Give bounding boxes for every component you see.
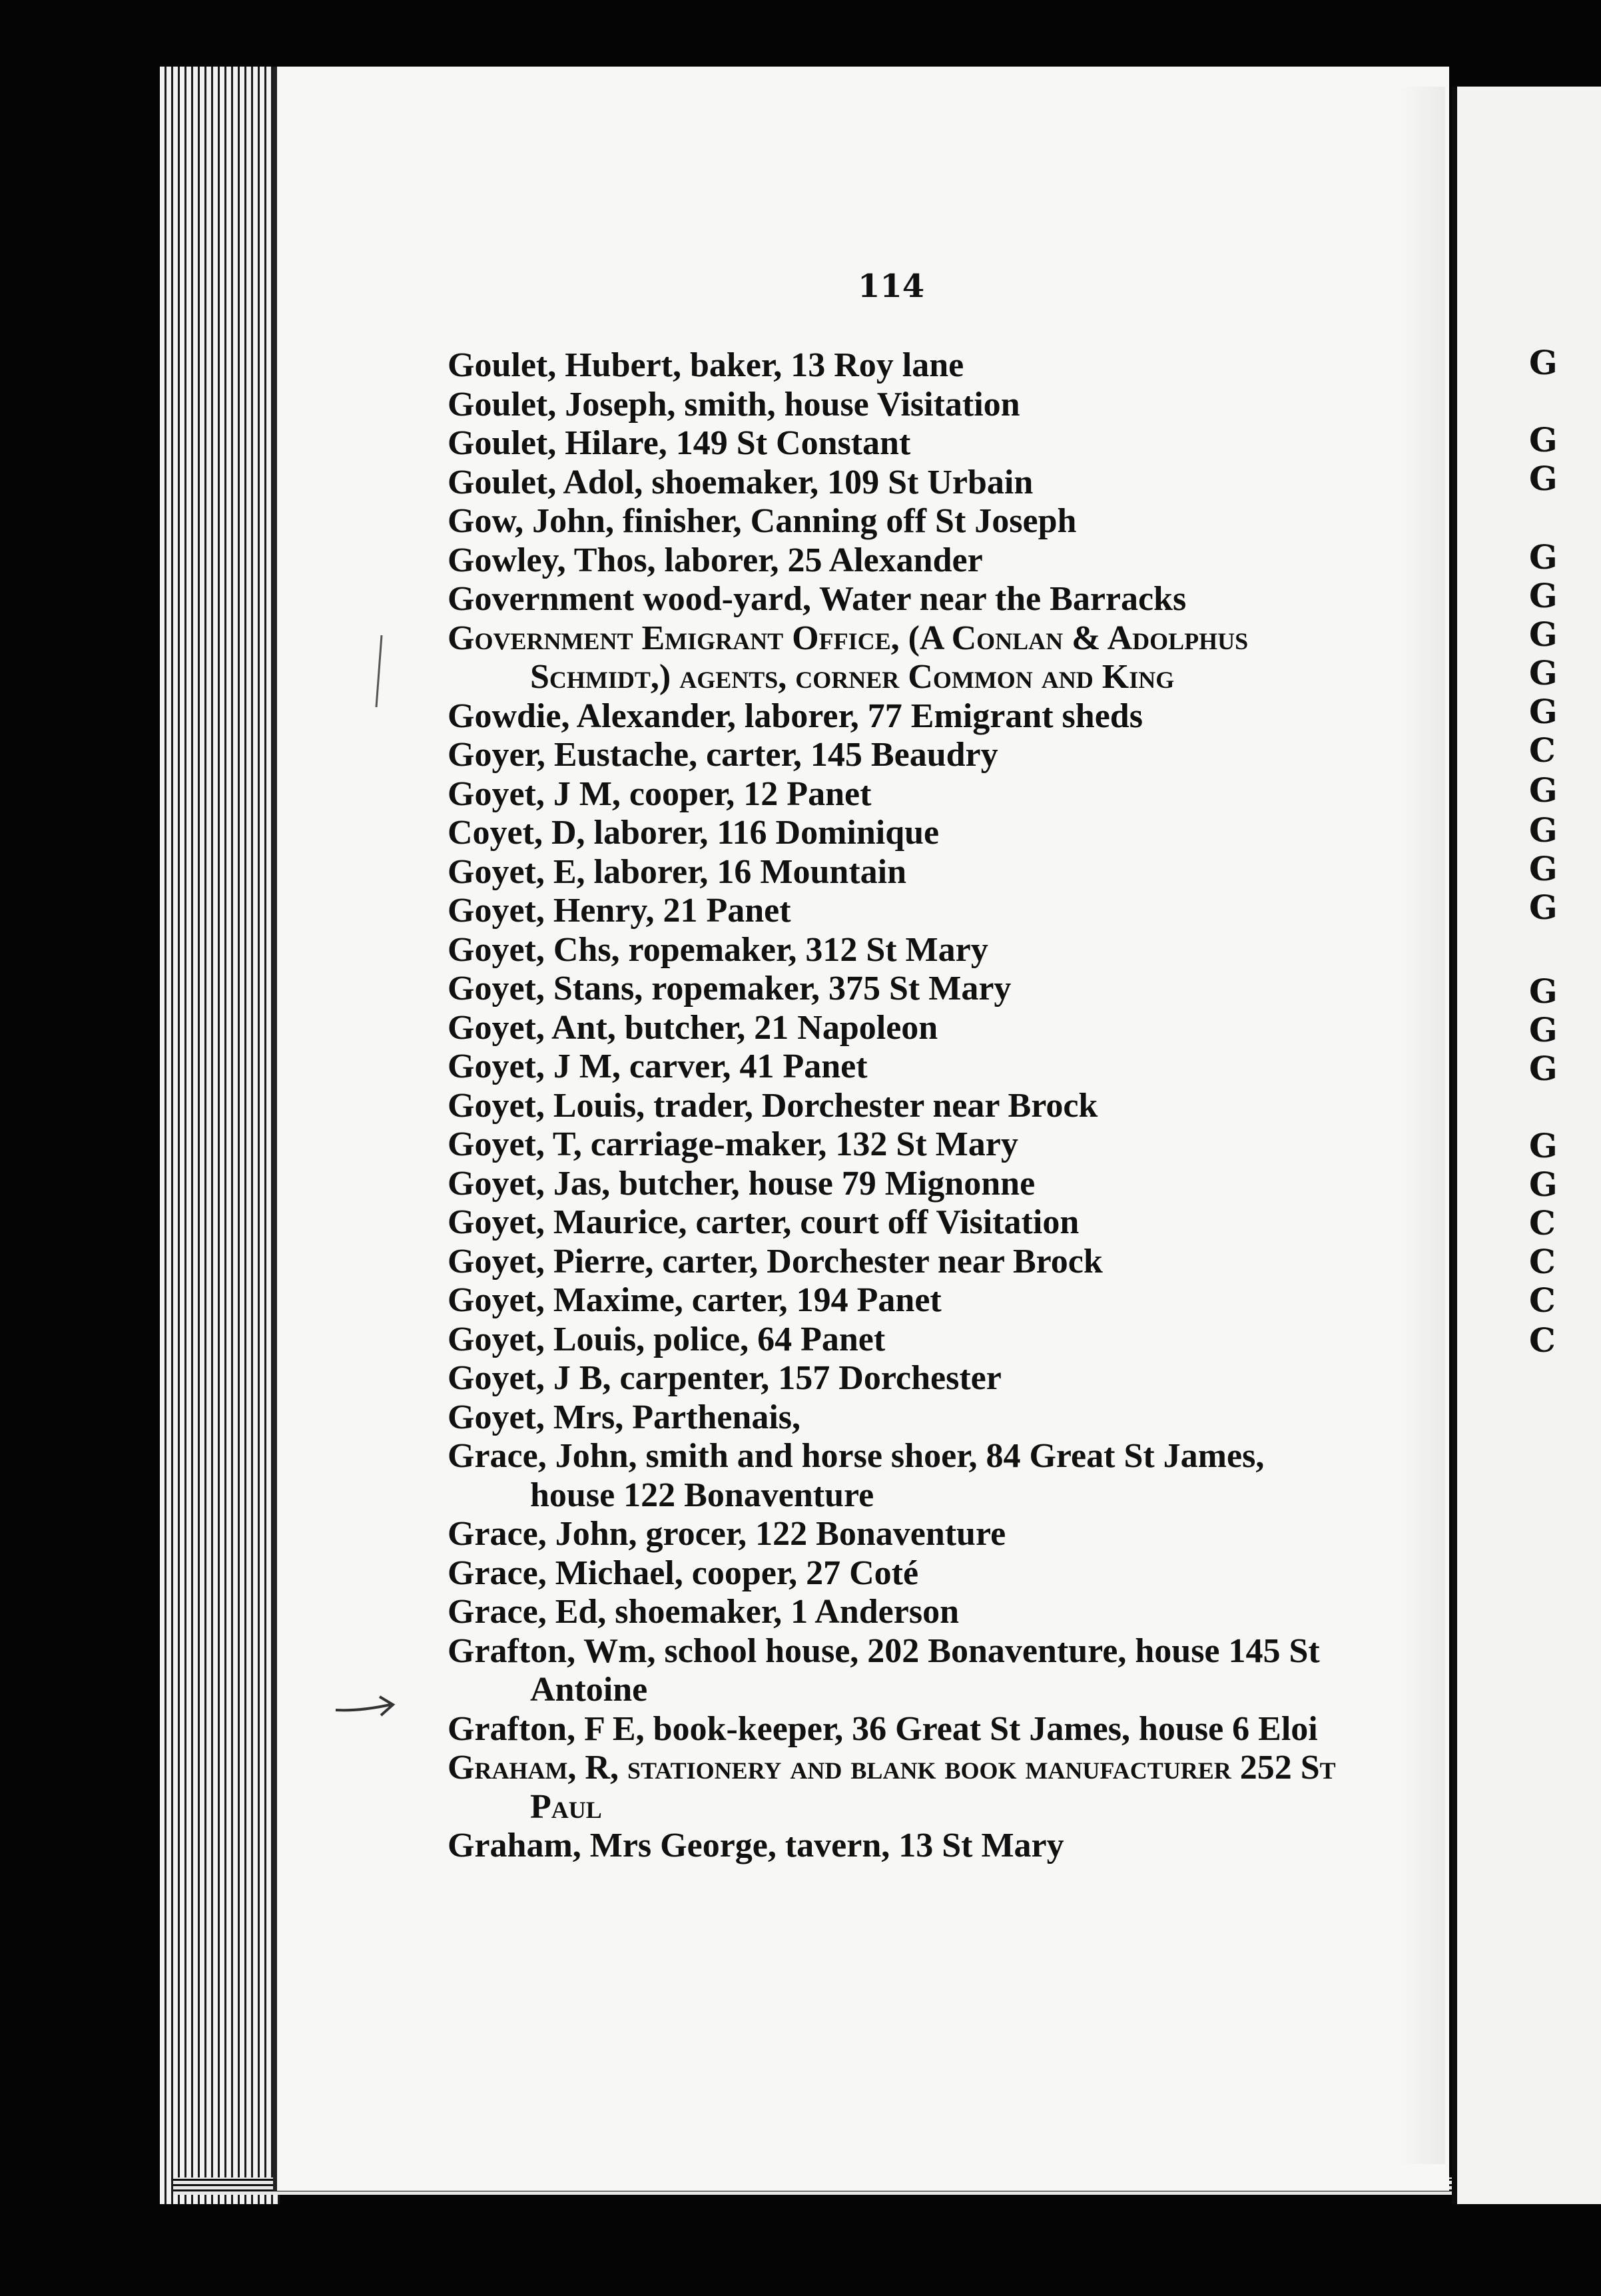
list-item: Goyet, J M, carver, 41 Panet (448, 1047, 868, 1085)
list-item: Grace, John, grocer, 122 Bonaventure (448, 1515, 1006, 1553)
next-page-letter: C (1529, 1203, 1556, 1243)
list-item: Gowley, Thos, laborer, 25 Alexander (448, 541, 983, 579)
next-page-letter: G (1529, 810, 1558, 850)
list-item: Goyet, Louis, police, 64 Panet (448, 1320, 886, 1358)
next-page-letter: C (1529, 1320, 1556, 1360)
margin-arrow-mark (333, 1691, 406, 1725)
list-item: Goyet, Louis, trader, Dorchester near Brock (448, 1086, 1098, 1125)
next-page-letter: G (1529, 1010, 1558, 1049)
list-item: Gow, John, finisher, Canning off St Joseph (448, 502, 1077, 540)
list-item: Gowdie, Alexander, laborer, 77 Emigrant sheds (448, 697, 1143, 735)
next-page-letter: G (1529, 343, 1558, 382)
page-number: 114 (858, 268, 925, 305)
list-item: Goyet, J M, cooper, 12 Panet (448, 774, 872, 813)
margin-line-mark (370, 633, 390, 713)
next-page-letter: C (1529, 730, 1556, 770)
next-page-letter: G (1529, 849, 1558, 888)
list-item: Goulet, Hilare, 149 St Constant (448, 424, 911, 462)
list-item: Graham, Mrs George, tavern, 13 St Mary (448, 1827, 1064, 1865)
list-item: Government Emigrant Office, (A Conlan & Adolphus Schmidt,) agents, corner Common and King (448, 619, 1249, 696)
next-page-letter: G (1529, 770, 1558, 810)
list-item: Goyet, E, laborer, 16 Mountain (448, 852, 907, 891)
list-item: Grace, John, smith and horse shoer, 84 Great St James, house 122 Bonaventure (448, 1437, 1265, 1514)
next-page-letter: G (1529, 1165, 1558, 1204)
list-item: Graham, R, stationery and blank book manufacturer 252 St Paul (448, 1749, 1336, 1826)
list-item: Goyet, Pierre, carter, Dorchester near Brock (448, 1242, 1103, 1281)
next-page-letter: G (1529, 615, 1558, 654)
list-item: Goulet, Adol, shoemaker, 109 St Urbain (448, 463, 1034, 501)
next-page-letter: G (1529, 653, 1558, 693)
list-item: Government wood-yard, Water near the Barracks (448, 580, 1187, 618)
list-item: Goulet, Joseph, smith, house Visitation (448, 385, 1020, 424)
next-page-letter: G (1529, 1049, 1558, 1088)
next-page-letter: G (1529, 537, 1558, 577)
next-page-letter: G (1529, 459, 1558, 498)
list-item: Goyet, Jas, butcher, house 79 Mignonne (448, 1164, 1036, 1203)
next-page-letter: G (1529, 972, 1558, 1011)
next-page-letter: C (1529, 1242, 1556, 1281)
list-item: Goyet, Mrs, Parthenais, (448, 1398, 801, 1436)
list-item: Goyet, J B, carpenter, 157 Dorchester (448, 1359, 1002, 1397)
gutter-shadow (1399, 87, 1445, 2164)
next-page-letter: G (1529, 576, 1558, 615)
next-page-letter: G (1529, 692, 1558, 731)
list-item: Goyet, Maxime, carter, 194 Panet (448, 1281, 942, 1319)
next-page-edge (1452, 87, 1601, 2204)
list-item: Goulet, Hubert, baker, 13 Roy lane (448, 346, 964, 384)
list-item: Goyet, T, carriage-maker, 132 St Mary (448, 1125, 1018, 1163)
next-page-letter: G (1529, 420, 1558, 459)
list-item: Goyer, Eustache, carter, 145 Beaudry (448, 736, 998, 774)
list-item: Grafton, F E, book-keeper, 36 Great St James, house 6 Eloi (448, 1709, 1318, 1748)
next-page-letter: C (1529, 1281, 1556, 1320)
list-item: Goyet, Maurice, carter, court off Visitation (448, 1203, 1080, 1241)
next-page-letter: G (1529, 888, 1558, 927)
list-item: Grafton, Wm, school house, 202 Bonaventure, house 145 St Antoine (448, 1631, 1320, 1709)
directory-entries (448, 346, 1340, 1866)
page-stack-edge (160, 67, 280, 2204)
next-page-letter: G (1529, 1126, 1558, 1165)
list-item: Goyet, Henry, 21 Panet (448, 892, 791, 930)
list-item: Goyet, Ant, butcher, 21 Napoleon (448, 1008, 938, 1047)
list-item: Goyet, Stans, ropemaker, 375 St Mary (448, 970, 1012, 1007)
list-item: Grace, Michael, cooper, 27 Coté (448, 1554, 919, 1592)
list-item: Goyet, Chs, ropemaker, 312 St Mary (448, 930, 988, 969)
list-item: Grace, Ed, shoemaker, 1 Anderson (448, 1593, 959, 1631)
list-item: Coyet, D, laborer, 116 Dominique (448, 814, 940, 852)
